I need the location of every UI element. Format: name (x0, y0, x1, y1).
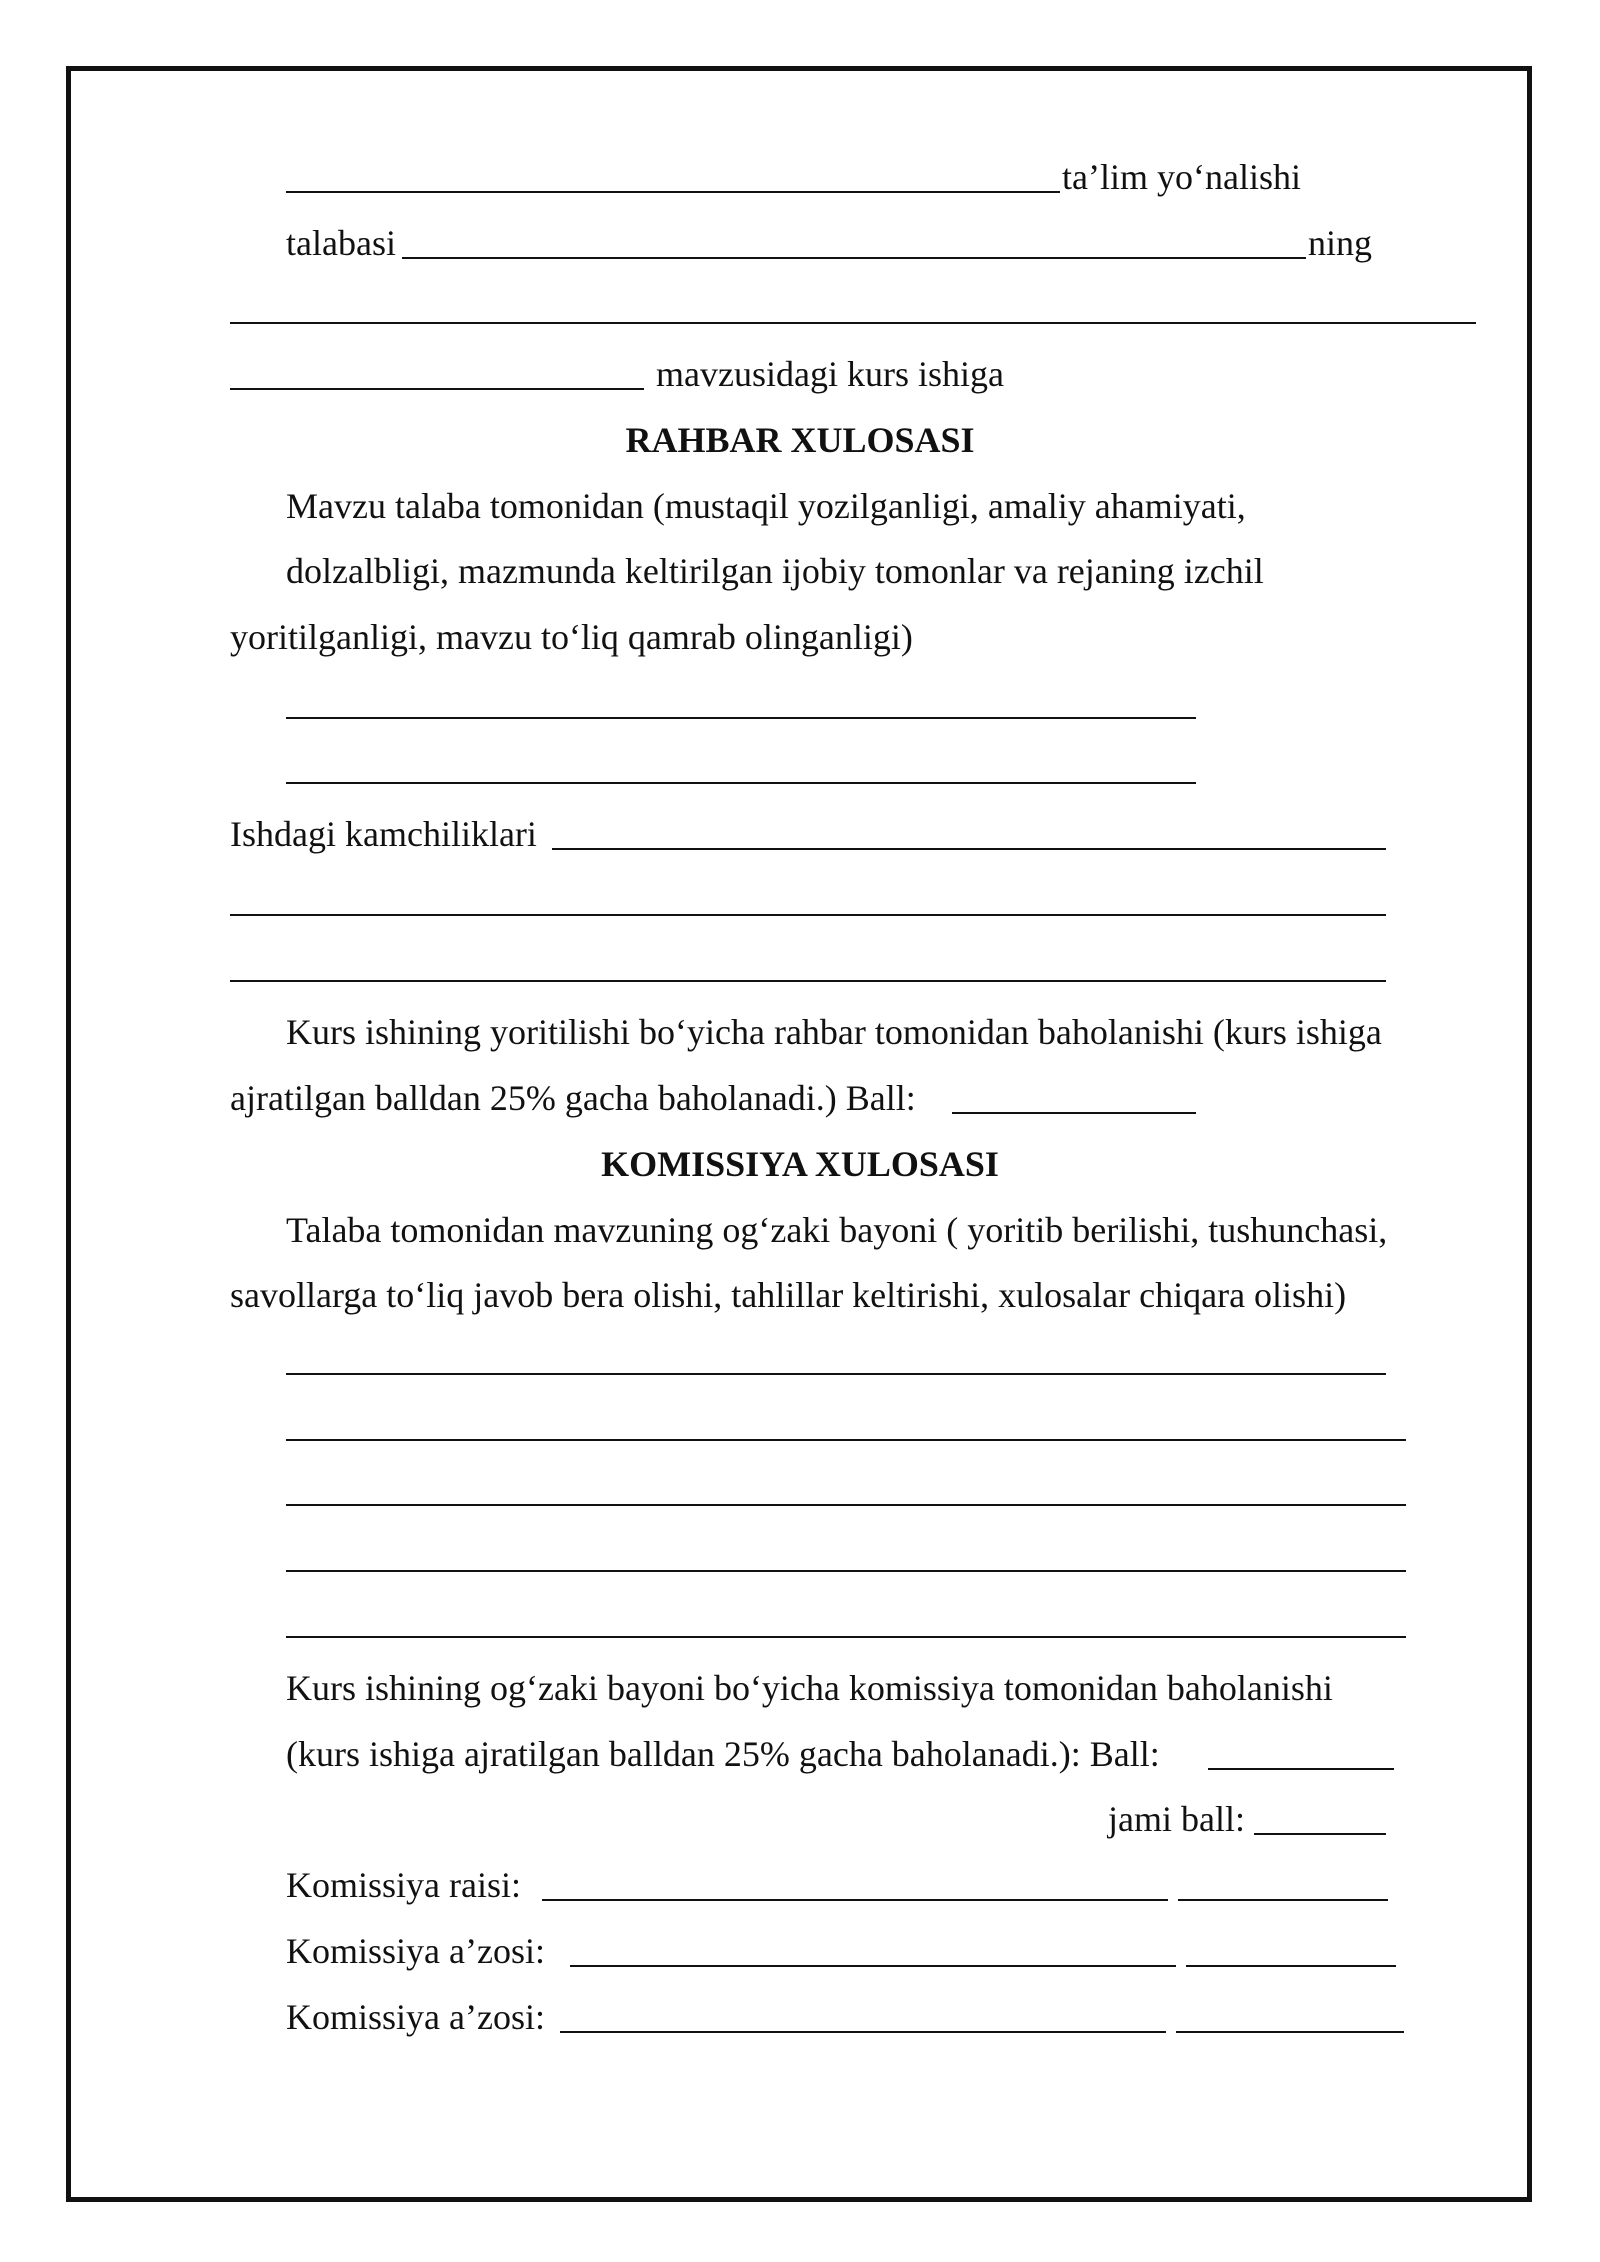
commission-grade-line-1: Kurs ishining og‘zaki bayoni bo‘yicha komissiya tomonidan baholanishi (286, 1668, 1333, 1708)
total-ball-label: jami ball: (1108, 1799, 1245, 1839)
field-direction-line[interactable] (286, 191, 1060, 193)
supervisor-intro-line-3: yoritilganligi, mavzu to‘liq qamrab olinganligi) (230, 617, 913, 657)
commission-intro-line-2: savollarga to‘liq javob bera olishi, tahlillar keltirishi, xulosalar chiqara olishi) (230, 1275, 1347, 1315)
commission-conclusion-title: KOMISSIYA XULOSASI (601, 1144, 999, 1184)
field-member-1-signature[interactable] (1186, 1965, 1396, 1967)
commission-member-1-label: Komissiya a’zosi: (286, 1931, 545, 1971)
commission-grade-line-2: (kurs ishiga ajratilgan balldan 25% gacha baholanadi.): Ball: (286, 1734, 1160, 1774)
field-topic-line-1[interactable] (230, 322, 1476, 324)
direction-label: ta’lim yo‘nalishi (1062, 157, 1301, 197)
commission-member-2-label: Komissiya a’zosi: (286, 1997, 545, 2037)
shortcomings-label: Ishdagi kamchiliklari (230, 814, 537, 854)
supervisor-conclusion-title: RAHBAR XULOSASI (625, 420, 975, 460)
field-student-name-line[interactable] (402, 257, 1306, 259)
topic-suffix: mavzusidagi kurs ishiga (656, 354, 1004, 394)
field-commission-comment-2[interactable] (286, 1439, 1406, 1441)
field-member-1-name[interactable] (570, 1965, 1176, 1967)
field-total-ball[interactable] (1254, 1833, 1386, 1835)
field-commission-comment-4[interactable] (286, 1570, 1406, 1572)
student-label: talabasi (286, 223, 396, 263)
field-shortcomings-2[interactable] (230, 914, 1386, 916)
commission-intro-line-1: Talaba tomonidan mavzuning og‘zaki bayoni ( yoritib berilishi, tushunchasi, (286, 1210, 1388, 1250)
supervisor-intro-line-2: dolzalbligi, mazmunda keltirilgan ijobiy tomonlar va rejaning izchil (286, 551, 1264, 591)
field-supervisor-ball[interactable] (952, 1112, 1196, 1114)
supervisor-intro-line-1: Mavzu talaba tomonidan (mustaqil yozilganligi, amaliy ahamiyati, (286, 486, 1246, 526)
field-chair-name[interactable] (542, 1899, 1168, 1901)
field-commission-comment-3[interactable] (286, 1504, 1406, 1506)
field-member-2-signature[interactable] (1176, 2031, 1404, 2033)
field-commission-comment-5[interactable] (286, 1636, 1406, 1638)
field-shortcomings-1[interactable] (552, 848, 1386, 850)
supervisor-grade-line-1: Kurs ishining yoritilishi bo‘yicha rahbar tomonidan baholanishi (kurs ishiga (286, 1012, 1382, 1052)
field-chair-signature[interactable] (1178, 1899, 1388, 1901)
commission-chair-label: Komissiya raisi: (286, 1865, 521, 1905)
field-supervisor-comment-2[interactable] (286, 782, 1196, 784)
possessive-suffix: ning (1308, 223, 1373, 263)
field-shortcomings-3[interactable] (230, 980, 1386, 982)
field-supervisor-comment-1[interactable] (286, 717, 1196, 719)
supervisor-grade-line-2: ajratilgan balldan 25% gacha baholanadi.) Ball: (230, 1078, 916, 1118)
field-member-2-name[interactable] (560, 2031, 1166, 2033)
field-topic-line-2[interactable] (230, 388, 644, 390)
field-commission-ball[interactable] (1208, 1768, 1394, 1770)
field-commission-comment-1[interactable] (286, 1373, 1386, 1375)
